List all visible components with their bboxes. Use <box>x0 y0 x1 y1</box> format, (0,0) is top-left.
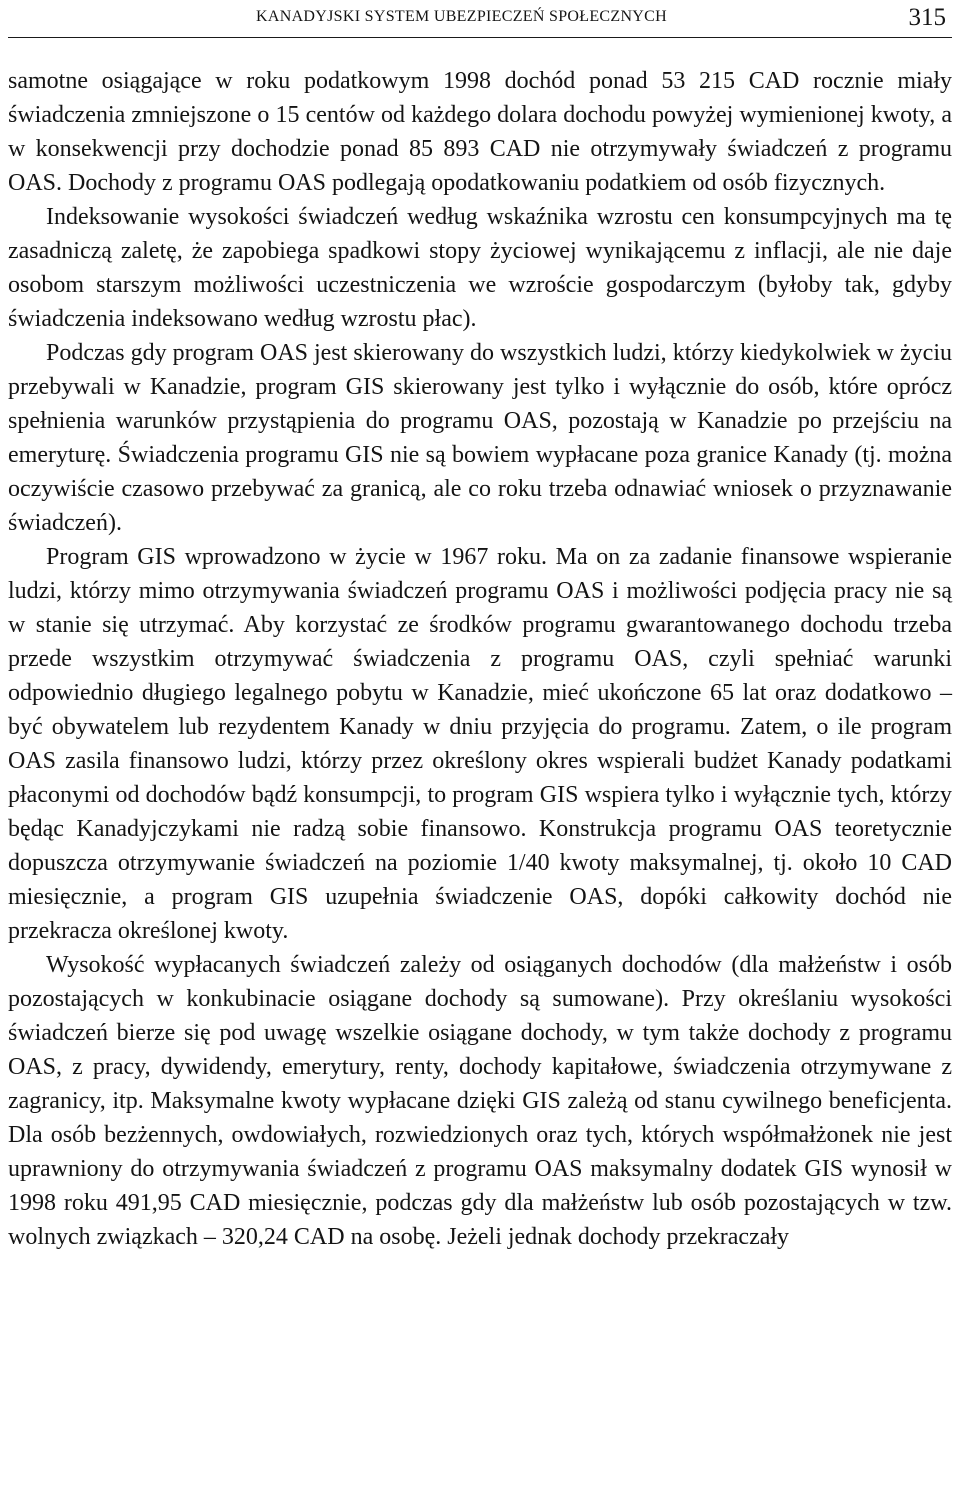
paragraph-continuation: samotne osiągające w roku podatkowym 1998 dochód ponad 53 215 CAD rocznie miały świadczenia zmniejszone o 15 centów od każdego dolara dochodu powyżej wymienionej kwoty, a w konsekwencji przy dochodzie ponad 85 893 CAD nie otrzymywały świadczeń z programu OAS. Dochody z programu OAS podlegają opodatkowaniu podatkiem od osób fizycznych. <box>8 68 952 196</box>
body-text <box>8 64 952 1254</box>
paragraph-benefit-amount: Wysokość wypłacanych świadczeń zależy od osiąganych dochodów (dla małżeństw i osób pozostających w konkubinacie osiągane dochody są sumowane). Przy określaniu wysokości świadczeń bierze się pod uwagę wszelkie osiągane dochody, w tym także dochody z programu OAS, z pracy, dywidendy, emerytury, renty, dochody kapitałowe, świadczenia otrzymywane z zagranicy, itp. Maksymalne kwoty wypłacane dzięki GIS zależą od stanu cywilnego beneficjenta. Dla osób bezżennych, owdowiałych, rozwiedzionych oraz tych, których współmałżonek nie jest uprawniony do otrzymywania świadczeń z programu OAS maksymalny dodatek GIS wynosił w 1998 roku 491,95 CAD miesięcznie, podczas gdy dla małżeństw lub osób pozostających w tzw. wolnych związkach – 320,24 CAD na osobę. Jeżeli jednak dochody przekraczały <box>8 952 952 1250</box>
paragraph-oas-vs-gis: Podczas gdy program OAS jest skierowany do wszystkich ludzi, którzy kiedykolwiek w życiu przebywali w Kanadzie, program GIS skierowany jest tylko i wyłącznie do osób, które oprócz spełnienia warunków przystąpienia do programu OAS, pozostają w Kanadzie po przejściu na emeryturę. Świadczenia programu GIS nie są bowiem wypłacane poza granice Kanady (tj. można oczywiście czasowo przebywać za granicą, ale co roku trzeba odnawiać wniosek o przyznawanie świadczeń). <box>8 340 952 536</box>
paragraph-indexation: Indeksowanie wysokości świadczeń według wskaźnika wzrostu cen konsumpcyjnych ma tę zasadniczą zaletę, że zapobiega spadkowi stopy życiowej wynikającemu z inflacji, ale nie daje osobom starszym możliwości uczestniczenia we wzroście gospodarczym (byłoby tak, gdyby świadczenia indeksowano według wzrostu płac). <box>8 204 952 332</box>
header-rule <box>8 37 952 38</box>
running-title: KANADYJSKI SYSTEM UBEZPIECZEŃ SPOŁECZNYCH <box>256 8 667 25</box>
page-number: 315 <box>908 4 946 31</box>
paragraph-gis-program: Program GIS wprowadzono w życie w 1967 roku. Ma on za zadanie finansowe wspieranie ludzi, którzy mimo otrzymywania świadczeń programu OAS i możliwości podjęcia pracy nie są w stanie się utrzymać. Aby korzystać ze środków programu gwarantowanego dochodu trzeba przede wszystkim otrzymywać świadczenia z programu OAS, czyli spełniać warunki odpowiednio długiego legalnego pobytu w Kanadzie, mieć ukończone 65 lat oraz dodatkowo – być obywatelem lub rezydentem Kanady w dniu przyjęcia do programu. Zatem, o ile program OAS zasila finansowo ludzi, którzy przez określony okres wspierali budżet Kanady podatkami płaconymi od dochodów bądź konsumpcji, to program GIS wspiera tylko i wyłącznie tych, którzy będąc Kanadyjczykami nie radzą sobie finansowo. Konstrukcja programu OAS teoretycznie dopuszcza otrzymywanie świadczeń na poziomie 1/40 kwoty maksymalnej, tj. około 10 CAD miesięcznie, a program GIS uzupełnia świadczenie OAS, dopóki całkowity dochód nie przekracza określonej kwoty. <box>8 544 952 944</box>
running-head <box>8 4 952 36</box>
